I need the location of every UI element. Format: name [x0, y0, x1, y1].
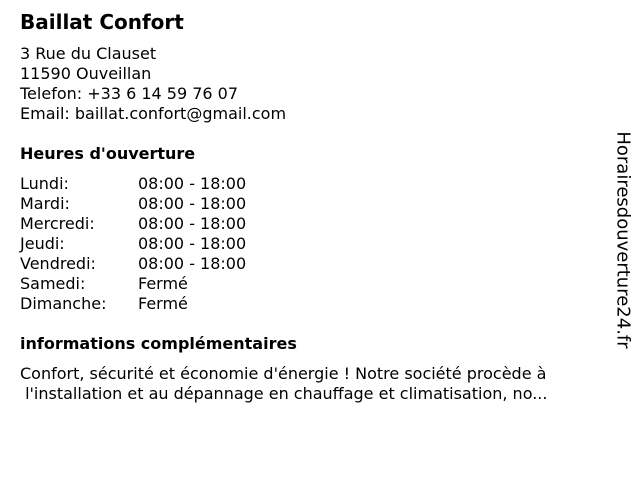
contact-block	[20, 44, 286, 124]
hours-row	[20, 274, 246, 294]
address-city: 11590 Ouveillan	[20, 64, 152, 83]
day-hours: 08:00 - 18:00	[138, 254, 247, 273]
day-hours: 08:00 - 18:00	[138, 194, 247, 213]
info-heading: informations complémentaires	[20, 334, 297, 353]
business-name: Baillat Confort	[20, 10, 184, 34]
info-line: l'installation et au dépannage en chauffage et climatisation, no...	[20, 384, 548, 403]
hours-row	[20, 194, 246, 214]
day-hours: Fermé	[138, 274, 188, 293]
hours-row	[20, 214, 246, 234]
hours-row	[20, 234, 246, 254]
hours-heading: Heures d'ouverture	[20, 144, 196, 163]
day-hours: Fermé	[138, 294, 188, 313]
day-label: Mercredi:	[20, 214, 95, 233]
phone-number: Telefon: +33 6 14 59 76 07	[20, 84, 239, 103]
watermark-text: Horairesdouverture24.fr	[613, 131, 635, 349]
info-line: Confort, sécurité et économie d'énergie ! Notre société procède à	[20, 364, 547, 383]
site-watermark	[610, 131, 636, 349]
day-hours: 08:00 - 18:00	[138, 214, 247, 233]
hours-row	[20, 174, 246, 194]
day-label: Jeudi:	[20, 234, 65, 253]
hours-row	[20, 254, 246, 274]
day-label: Samedi:	[20, 274, 86, 293]
info-description	[20, 364, 547, 404]
address-street: 3 Rue du Clauset	[20, 44, 157, 63]
day-label: Dimanche:	[20, 294, 107, 313]
hours-table	[20, 174, 246, 314]
day-label: Vendredi:	[20, 254, 96, 273]
hours-row	[20, 294, 246, 314]
email-address: Email: baillat.confort@gmail.com	[20, 104, 287, 123]
day-hours: 08:00 - 18:00	[138, 174, 247, 193]
day-label: Lundi:	[20, 174, 69, 193]
day-hours: 08:00 - 18:00	[138, 234, 247, 253]
day-label: Mardi:	[20, 194, 70, 213]
